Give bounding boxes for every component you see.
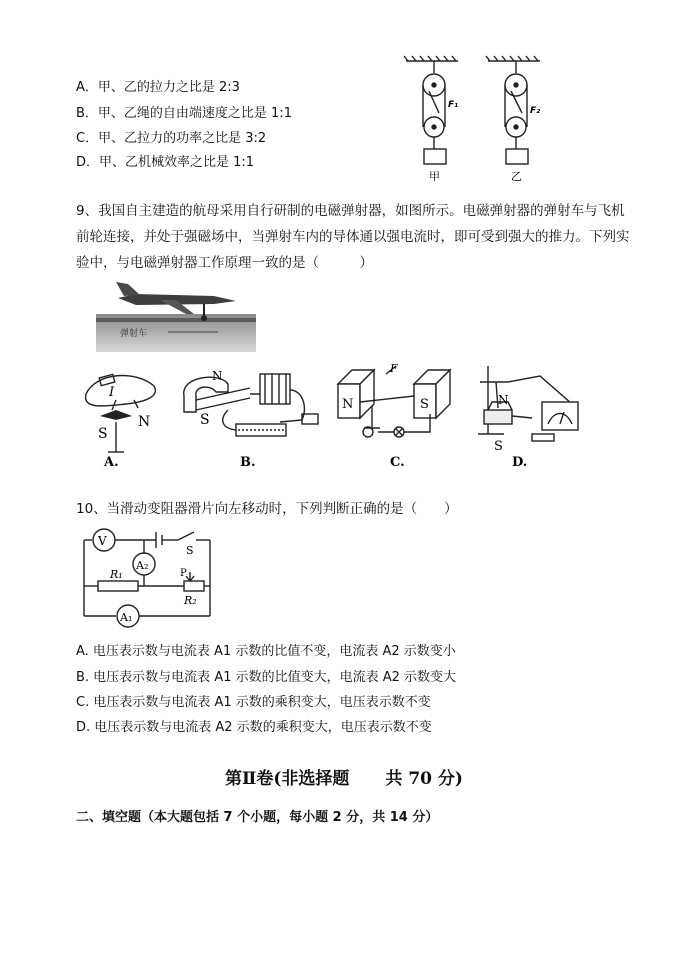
current-label-i: I (109, 385, 115, 400)
q8-option-a: A．甲、乙的拉力之比是 2:3 (76, 80, 240, 95)
part-ii-title (0, 764, 688, 789)
pole-n-a: N (138, 414, 151, 430)
slider-p-label: P (180, 568, 187, 579)
q10-option-a: A. 电压表示数与电流表 A1 示数的比值不变，电流表 A2 示数变小 (76, 644, 456, 659)
resistor-r1-label: R₁ (110, 568, 123, 581)
circuit-diagram (82, 524, 218, 632)
pole-n-d: N (498, 393, 509, 407)
experiment-b (176, 366, 326, 470)
pole-n-b: N (212, 369, 223, 383)
q8-option-c: C．甲、乙拉力的功率之比是 3:2 (76, 131, 267, 146)
q8-option-d: D．甲、乙机械效率之比是 1:1 (76, 155, 255, 170)
ammeter-a2-label: A₂ (136, 559, 149, 572)
choice-d: D. (512, 455, 528, 470)
catapult-label: 弹射车 (120, 329, 148, 339)
q9-stem: 9、我国自主建造的航母采用自行研制的电磁弹射器，如图所示。电磁弹射器的弹射车与飞机前轮连接，并处于强磁场中，当弹射车内的导体通以强电流时，即可受到强大的推力。下列实验中，与电磁弹射器工作原理一致的是（ ） (76, 203, 630, 271)
q10-option-d: D. 电压表示数与电流表 A2 示数的乘积变大，电压表示数不变 (76, 720, 432, 735)
pole-s-c: S (420, 397, 429, 412)
force-label-1: F₁ (448, 100, 459, 110)
q10-stem: 10、当滑动变阻器滑片向左移动时，下列判断正确的是（ ） (76, 501, 458, 517)
q10-option-c: C. 电压表示数与电流表 A1 示数的乘积变大，电压表示数不变 (76, 695, 431, 710)
ammeter-a1-label: A₁ (120, 611, 133, 624)
resistor-r2-label: R₂ (184, 594, 197, 607)
pole-s-a: S (98, 426, 108, 442)
experiment-c (334, 362, 464, 470)
experiment-a (76, 370, 166, 470)
force-label-2: F₂ (530, 106, 541, 116)
pole-s-d: S (494, 439, 503, 454)
pole-s-b: S (200, 412, 210, 428)
part-ii-title-right: 共 70 分) (385, 769, 463, 789)
switch-s-label: S (186, 544, 194, 557)
choice-a: A. (104, 455, 119, 470)
q8-option-b: B．甲、乙绳的自由端速度之比是 1:1 (76, 106, 292, 121)
force-label-c: F (390, 362, 398, 375)
pulley-figure (396, 55, 556, 185)
pole-n-c: N (342, 397, 354, 412)
choice-c: C. (390, 455, 405, 470)
voltmeter-label: V (98, 534, 107, 548)
q10-option-b: B. 电压表示数与电流表 A1 示数的比值变大，电流表 A2 示数变大 (76, 670, 457, 685)
label-jia: 甲 (429, 170, 440, 183)
experiment-d (468, 358, 588, 470)
label-yi: 乙 (511, 170, 522, 183)
part-ii-title-left: 第Ⅱ卷(非选择题 (225, 769, 350, 789)
section-fill-in-blank: 二、填空题（本大题包括 7 个小题，每小题 2 分，共 14 分） (76, 810, 439, 825)
catapult-photo (96, 274, 256, 352)
choice-b: B. (240, 455, 256, 470)
